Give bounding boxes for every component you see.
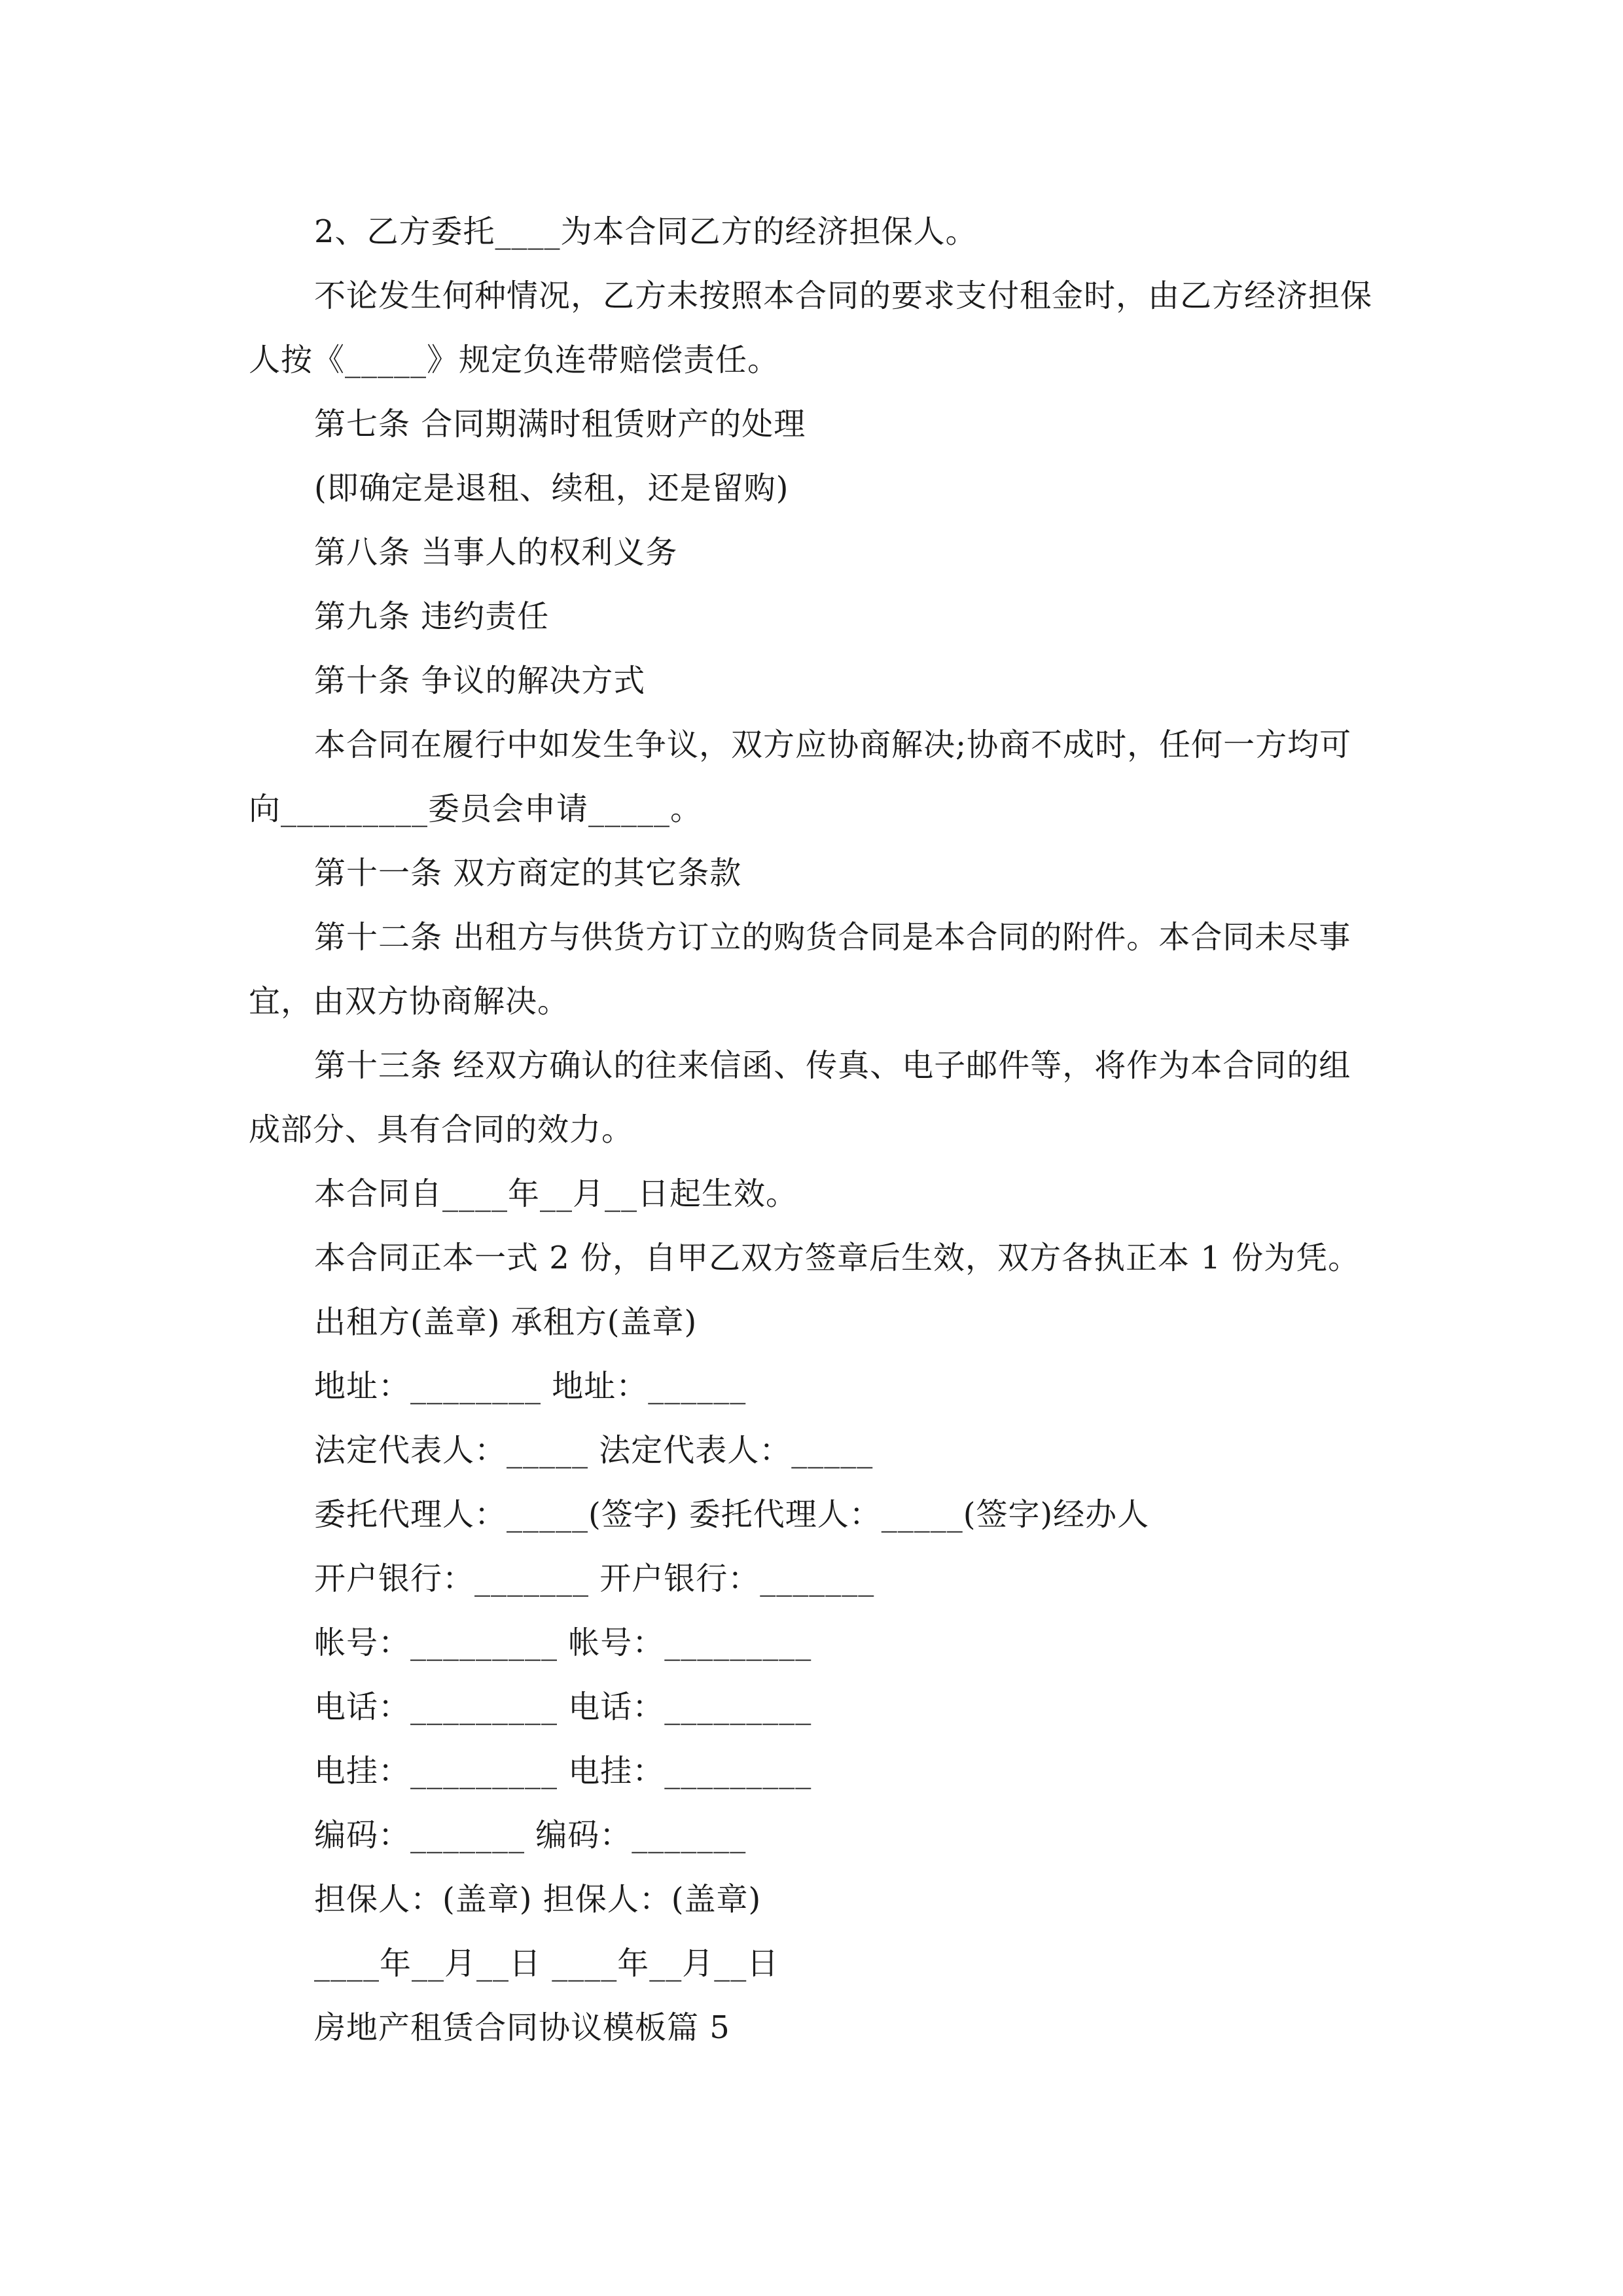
article-heading: 第九条 违约责任: [314, 598, 550, 635]
article-heading: 第十二条 出租方与供货方订立的购货合同是本合同的附件。本合同未尽事: [314, 919, 1351, 956]
article-heading: 第七条 合同期满时租赁财产的处理: [314, 406, 806, 442]
text-line: 本合同自____年__月__日起生效。: [314, 1175, 798, 1212]
document-body: [249, 200, 1387, 2060]
text-line: 2、乙方委托____为本合同乙方的经济担保人。: [314, 213, 978, 250]
signature-row: 委托代理人：_____(签字) 委托代理人：_____(签字)经办人: [314, 1496, 1150, 1533]
article-heading: 第八条 当事人的权利义务: [314, 534, 678, 571]
date-row: ____年__月__日 ____年__月__日: [314, 1945, 779, 1982]
signature-row: 帐号：_________ 帐号：_________: [314, 1624, 812, 1661]
text-line: (即确定是退租、续租，还是留购): [314, 470, 789, 507]
text-line: 宜，由双方协商解决。: [249, 983, 570, 1020]
article-heading: 第十一条 双方商定的其它条款: [314, 855, 742, 891]
text-line: 成部分、具有合同的效力。: [249, 1111, 634, 1148]
signature-row: 法定代表人：_____ 法定代表人：_____: [314, 1432, 874, 1469]
signature-row: 电话：_________ 电话：_________: [314, 1689, 812, 1725]
signature-row: 电挂：_________ 电挂：_________: [314, 1753, 812, 1789]
text-line: 人按《_____》规定负连带赔偿责任。: [249, 342, 780, 378]
text-line: 向_________委员会申请_____。: [249, 791, 703, 827]
article-heading: 第十三条 经双方确认的往来信函、传真、电子邮件等，将作为本合同的组: [314, 1047, 1351, 1084]
signature-row: 地址：________ 地址：______: [314, 1368, 747, 1405]
section-title: 房地产租赁合同协议模板篇 5: [314, 2009, 730, 2046]
text-line: 不论发生何种情况，乙方未按照本合同的要求支付租金时，由乙方经济担保: [314, 278, 1373, 314]
signature-row: 担保人：(盖章) 担保人：(盖章): [314, 1881, 762, 1918]
signature-row: 开户银行：_______ 开户银行：_______: [314, 1560, 875, 1597]
signature-row: 出租方(盖章) 承租方(盖章): [314, 1304, 698, 1340]
text-line: 本合同正本一式 2 份，自甲乙双方签章后生效，双方各执正本 1 份为凭。: [314, 1240, 1361, 1276]
article-heading: 第十条 争议的解决方式: [314, 662, 646, 699]
signature-row: 编码：_______ 编码：_______: [314, 1817, 747, 1854]
text-line: 本合同在履行中如发生争议，双方应协商解决;协商不成时，任何一方均可: [314, 726, 1352, 763]
